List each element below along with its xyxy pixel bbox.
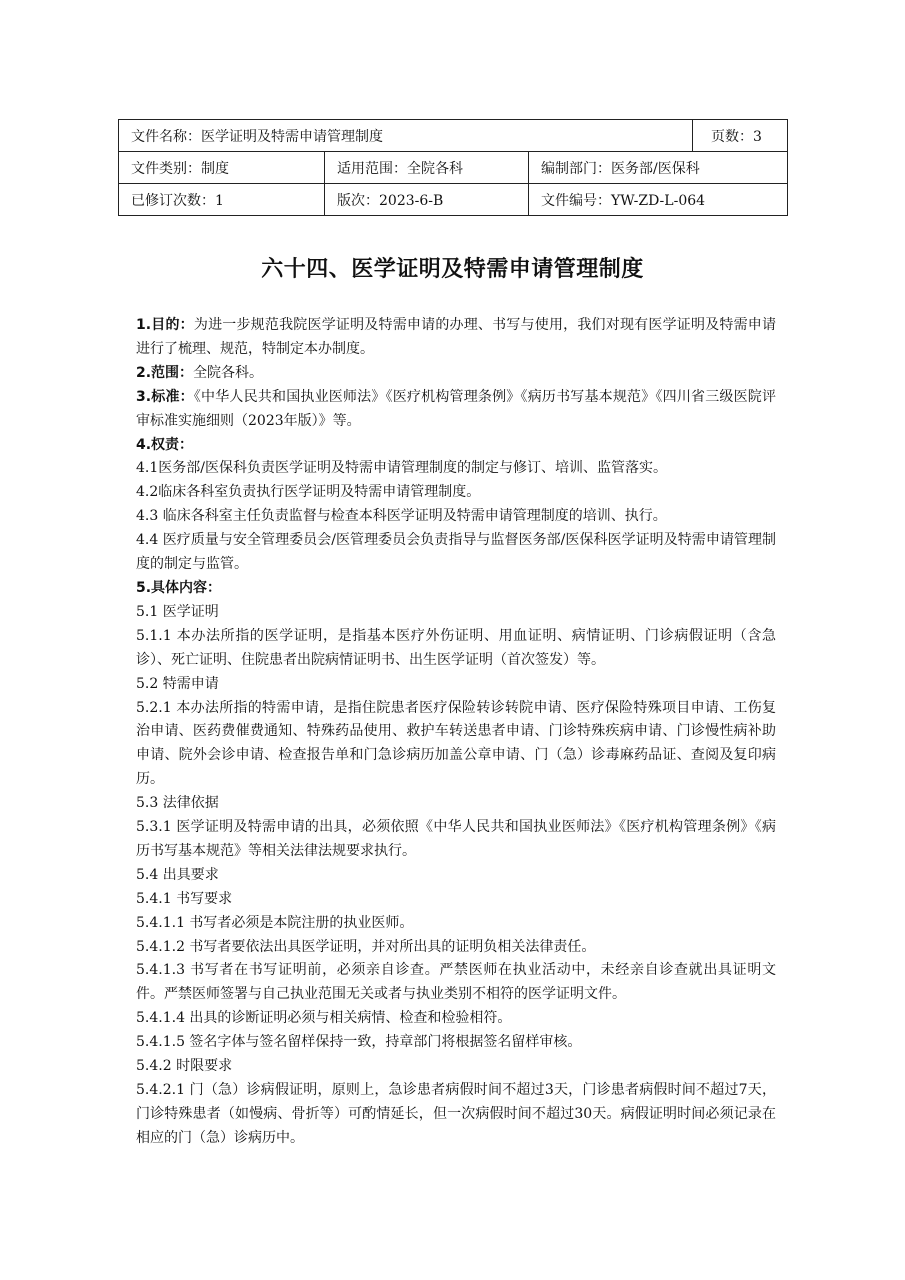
subsection-heading: 5.4.1 书写要求 — [136, 890, 233, 907]
subsection-heading: 5.1 医学证明 — [136, 603, 219, 620]
department-cell: 编制部门：医务部/医保科 — [529, 152, 788, 184]
paragraph — [136, 362, 776, 386]
paragraph — [136, 386, 776, 434]
scope-cell: 适用范围：全院各科 — [325, 152, 529, 184]
section-heading: 3.标准： — [136, 388, 194, 405]
subsection-heading: 5.4 出具要求 — [136, 866, 219, 883]
paragraph-text: 为进一步规范我院医学证明及特需申请的办理、书写与使用，我们对现有医学证明及特需申请进行了梳理、规范，特制定本办制度。 — [136, 317, 776, 357]
file-type-cell: 文件类别：制度 — [119, 152, 325, 184]
file-name-cell: 文件名称：医学证明及特需申请管理制度 — [119, 120, 693, 152]
header-row — [119, 184, 788, 216]
section-heading: 5.具体内容： — [136, 579, 222, 596]
paragraph: 4.4 医疗质量与安全管理委员会/医管理委员会负责指导与监督医务部/医保科医学证明及特需申请管理制度的制定与监管。 — [136, 532, 776, 573]
paragraph: 5.4.1.4 出具的诊断证明必须与相关病情、检查和检验相符。 — [136, 1010, 512, 1027]
section-heading: 2.范围： — [136, 364, 194, 381]
document-title: 六十四、医学证明及特需申请管理制度 — [261, 257, 644, 282]
paragraph: 5.3.1 医学证明及特需申请的出具，必须依照《中华人民共和国执业医师法》《医疗机构管理条例》《病历书写基本规范》等相关法律法规要求执行。 — [136, 819, 776, 859]
version-cell: 版次：2023-6-B — [325, 184, 529, 216]
header-row — [119, 152, 788, 184]
paragraph: 5.1.1 本办法所指的医学证明，是指基本医疗外伤证明、用血证明、病情证明、门诊病假证明（含急诊）、死亡证明、住院患者出院病情证明书、出生医学证明（首次签发）等。 — [136, 627, 776, 668]
header-row — [119, 120, 788, 152]
revision-count-cell: 已修订次数：1 — [119, 184, 325, 216]
subsection-heading: 5.2 特需申请 — [136, 675, 219, 692]
file-number-cell: 文件编号：YW-ZD-L-064 — [529, 184, 788, 216]
subsection-heading: 5.3 法律依据 — [136, 795, 219, 812]
section-heading: 1.目的： — [136, 317, 194, 333]
page-count-cell: 页数：3 — [693, 120, 788, 152]
subsection-heading: 5.4.2 时限要求 — [136, 1058, 233, 1075]
paragraph: 5.4.1.2 书写者要依法出具医学证明，并对所出具的证明负相关法律责任。 — [136, 938, 596, 955]
section-heading: 4.权责： — [136, 436, 194, 453]
paragraph: 5.4.1.3 书写者在书写证明前，必须亲自诊查。严禁医师在执业活动中，未经亲自诊查就出具证明文件。严禁医师签署与自己执业范围无关或者与执业类别不相符的医学证明文件。 — [136, 962, 776, 1003]
paragraph: 5.4.1.5 签名字体与签名留样保持一致，持章部门将根据签名留样审核。 — [136, 1034, 582, 1051]
document-header-table — [118, 119, 788, 216]
paragraph: 4.3 临床各科室主任负责监督与检查本科医学证明及特需申请管理制度的培训、执行。 — [136, 508, 667, 525]
paragraph: 4.2临床各科室负责执行医学证明及特需申请管理制度。 — [136, 484, 481, 501]
document-body — [136, 314, 776, 1151]
paragraph — [136, 314, 776, 362]
paragraph: 5.4.1.1 书写者必须是本院注册的执业医师。 — [136, 914, 414, 931]
paragraph-text: 全院各科。 — [193, 364, 264, 381]
paragraph: 4.1医务部/医保科负责医学证明及特需申请管理制度的制定与修订、培训、监管落实。 — [136, 460, 667, 477]
paragraph-text: 《中华人民共和国执业医师法》《医疗机构管理条例》《病历书写基本规范》《四川省三级医院评审标准实施细则（2023年版）》等。 — [136, 388, 777, 429]
paragraph: 5.2.1 本办法所指的特需申请，是指住院患者医疗保险转诊转院申请、医疗保险特殊项目申请、工伤复治申请、医药费催费通知、特殊药品使用、救护车转送患者申请、门诊特殊疾病申请、门诊慢性病补助申请、院外会诊申请、检查报告单和门急诊病历加盖公章申请、门（急）诊毒麻药品证、查阅及复印病历。 — [136, 699, 776, 788]
paragraph: 5.4.2.1 门（急）诊病假证明，原则上，急诊患者病假时间不超过3天，门诊患者病假时间不超过7天，门诊特殊患者（如慢病、骨折等）可酌情延长，但一次病假时间不超过30天。病假证明时间必须记录在相应的门（急）诊病历中。 — [136, 1082, 776, 1146]
